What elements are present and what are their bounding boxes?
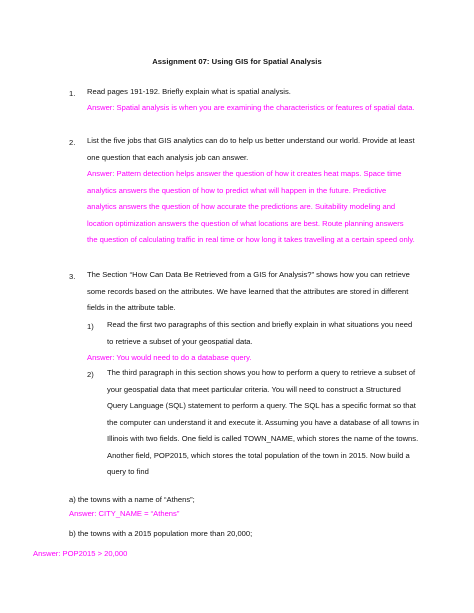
question-3-sub-1-answer: Answer: You would need to do a database query. [87,353,252,362]
question-3-text: The Section “How Can Data Be Retrieved from a GIS for Analysis?” shows how you can retrieve some records based on the attributes. We have learned that the attributes are stored in different fields in the attribute table. [87,270,410,312]
question-3-sub-1-text: Read the first two paragraphs of this section and briefly explain in what situations you need to retrieve a subset of your geospatial data. [107,320,413,346]
question-3-sub-2-text: The third paragraph in this section shows you how to perform a query to retrieve a subset of your geospatial data that meet particular criteria. You will need to construct a Structured Query Language (SQL) statement to perform a query. The SQL has a specific format so that the computer can understand it and execute it. Assuming you have a database of all towns in Illinois with two fields. One field is called TOWN_NAME, which stores the name of the towns. Another field, POP2015, which stores the total population of the town in 2015. Now build a query to find [107,368,419,476]
question-3-number: 3. [69,272,76,281]
question-2-number: 2. [69,138,76,147]
question-2-text: List the five jobs that GIS analytics can do to help us better understand our world. Provide at least one question that each analysis job can answer. [87,136,415,162]
question-3-part-a-label: a) the towns with a name of “Athens”; [69,495,195,504]
question-3-part-b-answer: Answer: POP2015 > 20,000 [33,549,128,558]
question-1-number: 1. [69,89,76,98]
question-3-sub-1-number: 1) [87,322,94,331]
document-title: Assignment 07: Using GIS for Spatial Analysis [152,57,322,66]
question-2-answer: Answer: Pattern detection helps answer the question of how it creates heat maps. Space time analytics answers the question of how to predict what will happen in the future. Predictive analytics answers the question of how accurate the predictions are. Suitability modeling and location optimization answers the question of what locations are best. Route planning answers the question of calculating traffic in real time or how long it takes travelling at a certain speed only. [87,169,415,244]
question-1-text: Read pages 191-192. Briefly explain what is spatial analysis. [87,87,291,96]
question-3-sub-2-number: 2) [87,370,94,379]
question-3-part-b-label: b) the towns with a 2015 population more than 20,000; [69,529,253,538]
question-3-part-a-answer: Answer: CITY_NAME = “Athens” [69,509,180,518]
question-1-answer: Answer: Spatial analysis is when you are examining the characteristics or features of spatial data. [87,103,415,112]
